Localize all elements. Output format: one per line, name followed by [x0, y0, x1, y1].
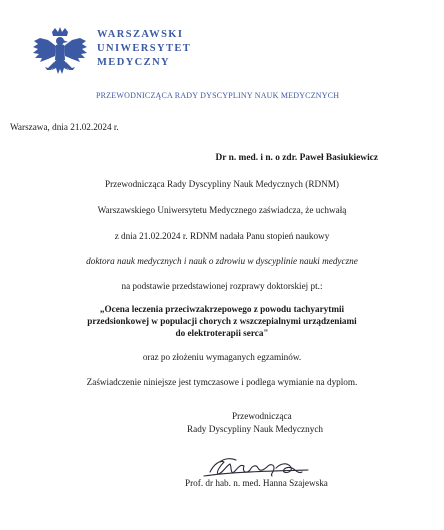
- university-name-line-3: MEDYCZNY: [97, 57, 171, 68]
- department-header: PRZEWODNICZĄCA RADY DYSCYPLINY NAUK MEDYCZNYCH: [96, 91, 340, 100]
- university-name-line-2: UNIWERSYTET: [97, 43, 192, 54]
- dissertation-title-line-3: do elektroterapii serca": [175, 328, 269, 338]
- recipient-name: Dr n. med. i n. o zdr. Paweł Basiukiewicz: [215, 153, 378, 163]
- place-date: Warszawa, dnia 21.02.2024 r.: [10, 122, 119, 132]
- dissertation-title-line-1: „Ocena leczenia przeciwzakrzepowego z powodu tachyarytmii: [99, 304, 345, 314]
- body-line-6: oraz po złożeniu wymaganych egzaminów.: [142, 352, 302, 362]
- university-name-line-1: WARSZAWSKI: [97, 29, 184, 40]
- body-line-1: Przewodnicząca Rady Dyscypliny Nauk Medycznych (RDNM): [105, 179, 339, 189]
- body-line-2: Warszawskiego Uniwersytetu Medycznego zaświadcza, że uchwałą: [97, 205, 347, 215]
- signatory-role-line-2: Rady Dyscypliny Nauk Medycznych: [187, 424, 323, 434]
- university-eagle-logo-icon: [30, 26, 90, 86]
- signatory-role-line-1: Przewodnicząca: [232, 411, 292, 421]
- body-line-7: Zaświadczenie niniejsze jest tymczasowe i podlega wymianie na dyplom.: [86, 377, 358, 387]
- signatory-name: Prof. dr hab. n. med. Hanna Szajewska: [185, 478, 328, 488]
- dissertation-title-line-2: przedsionkowej w populacji chorych z wszczepialnymi urządzeniami: [87, 316, 357, 326]
- body-line-3: z dnia 21.02.2024 r. RDNM nadała Panu stopień naukowy: [114, 231, 330, 241]
- degree-line: doktora nauk medycznych i nauk o zdrowiu w dyscyplinie nauki medyczne: [86, 256, 358, 266]
- body-line-5: na podstawie przedstawionej rozprawy doktorskiej pt.:: [121, 281, 323, 291]
